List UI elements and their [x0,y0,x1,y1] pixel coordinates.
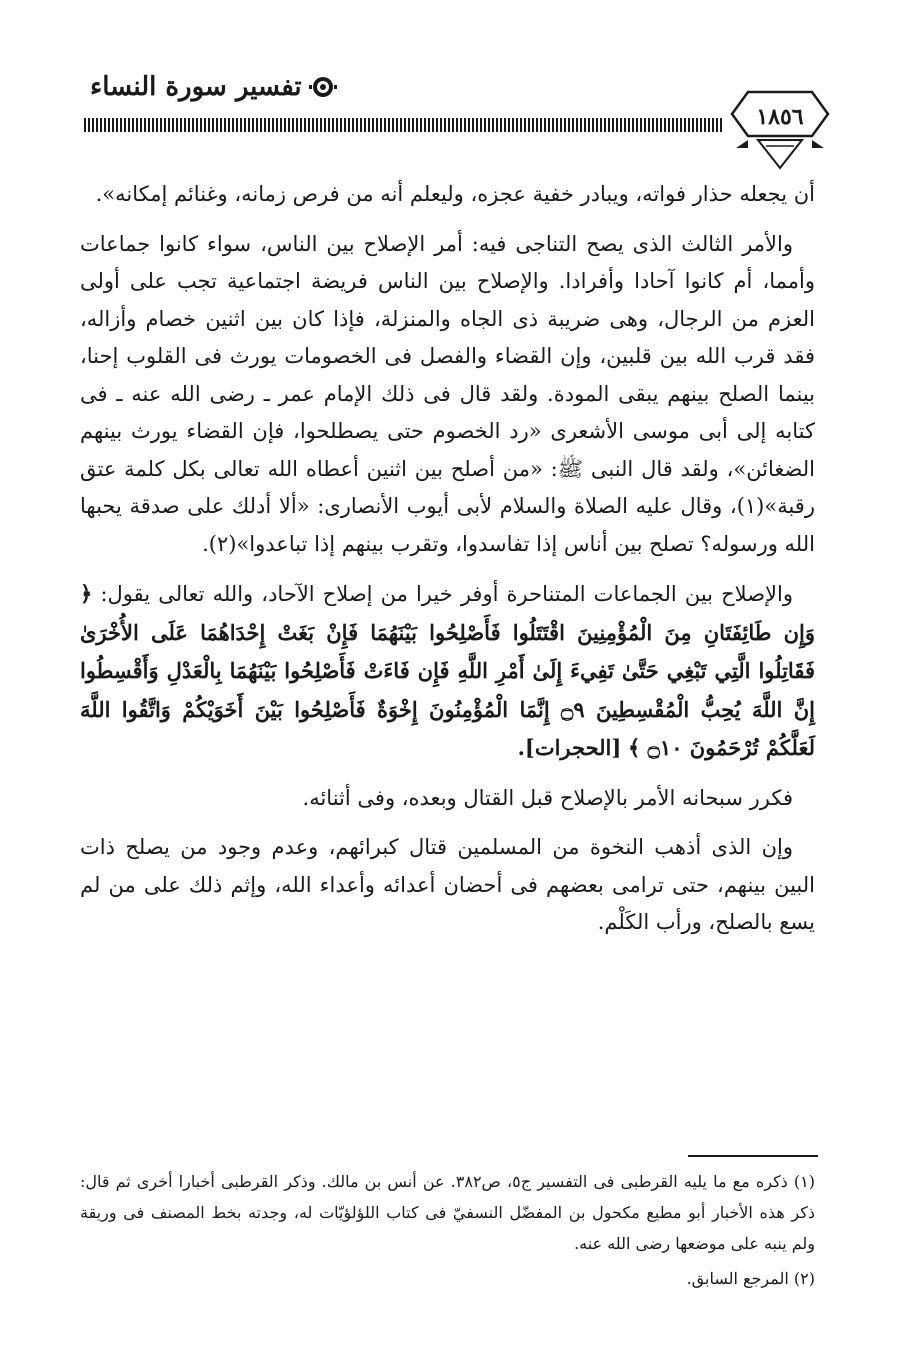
paragraph-3 [80,575,815,768]
header-ornament-icon [308,74,338,100]
paragraph-3-intro: والإصلاح بين الجماعات المتناحرة أوفر خيرا من إصلاح الآحاد، والله تعالى يقول: [100,582,793,606]
footnotes [80,1166,815,1298]
header-rule [84,118,724,132]
paragraph-1: أن يجعله حذار فواته، ويبادر خفية عجزه، وليعلم أنه من فرص زمانه، وغنائم إمكانه». [95,182,815,206]
paragraph-5: وإن الذى أذهب النخوة من المسلمين قتال كبرائهم، وعدم وجود من يصلح ذات البين بينهم، حتى ترامى بعضهم فى أحضان أعدائه وأعداء الله، وإثم ذلك على من لم يسع بالصلح، ورأب الكَلْم. [80,835,815,934]
footnote-2: (٢) المرجع السابق. [686,1269,815,1288]
paragraph-2: والأمر الثالث الذى يصح التناجى فيه: أمر الإصلاح بين الناس، سواء كانوا جماعات وأمما، أم كانوا آحادا وأفرادا. والإصلاح بين الناس فريضة اجتماعية تجب على أولى العزم من الرجال، وهى ضريبة ذى الجاه والمنزلة، فإذا كان بين اثنين خصام وأزاله، فقد قرب الله بين قلبين، وإن القضاء والفصل فى الخصومات يورث فى القلوب إحنا، بينما الصلح بينهم يبقى المودة. ولقد قال فى ذلك الإمام عمر ـ رضى الله عنه ـ فى كتابه إلى أبى موسى الأشعرى «رد الخصوم حتى يصطلحوا، فإن القضاء يورث بينهم الضغائن»، ولقد قال النبى ﷺ: «من أصلح بين اثنين أعطاه الله تعالى بكل كلمة عتق رقبة»(١)، وقال عليه الصلاة والسلام لأبى أيوب الأنصارى: «ألا أدلك على صدقة يحبها الله ورسوله؟ تصلح بين أناس إذا تفاسدوا، وتقرب بينهم إذا تباعدوا»(٢). [80,231,815,556]
main-text [80,176,815,954]
paragraph-4: فكرر سبحانه الأمر بالإصلاح قبل القتال وبعده، وفى أثنائه. [302,785,793,810]
page-number: ١٨٥٦ [756,104,804,130]
running-header-title: تفسير سورة النساء [90,72,302,102]
verse-reference: [الحجرات]. [517,735,622,760]
footnote-divider [688,1155,818,1157]
quran-verse: ﴿ وَإِن طَائِفَتَانِ مِنَ الْمُؤْمِنِينَ اقْتَتَلُوا فَأَصْلِحُوا بَيْنَهُمَا فَإِنْ بَغَتْ إِحْدَاهُمَا عَلَى الأُخْرَىٰ فَقَاتِلُوا الَّتِي تَبْغِي حَتَّىٰ تَفِيءَ إِلَىٰ أَمْرِ اللَّهِ فَإِن فَاءَتْ فَأَصْلِحُوا بَيْنَهُمَا بِالْعَدْلِ وَأَقْسِطُوا إِنَّ اللَّهَ يُحِبُّ الْمُقْسِطِينَ ۝٩ إِنَّمَا الْمُؤْمِنُونَ إِخْوَةٌ فَأَصْلِحُوا بَيْنَ أَخَوَيْكُمْ وَاتَّقُوا اللَّهَ لَعَلَّكُمْ تُرْحَمُونَ ۝١٠ ﴾ [80,581,816,760]
footnote-1: (١) ذكره مع ما يليه القرطبى فى التفسير ج٥، ص٣٨٢. عن أنس بن مالك. وذكر القرطبى أخبارا أخرى ثم قال: ذكر هذه الأخبار أبو مطيع مكحول بن المفضّل النسفيّ فى كتاب اللؤلؤيّات له، وجدته بخط المصنف فى وريقة ولم ينبه على موضعها رضى الله عنه. [80,1172,816,1253]
